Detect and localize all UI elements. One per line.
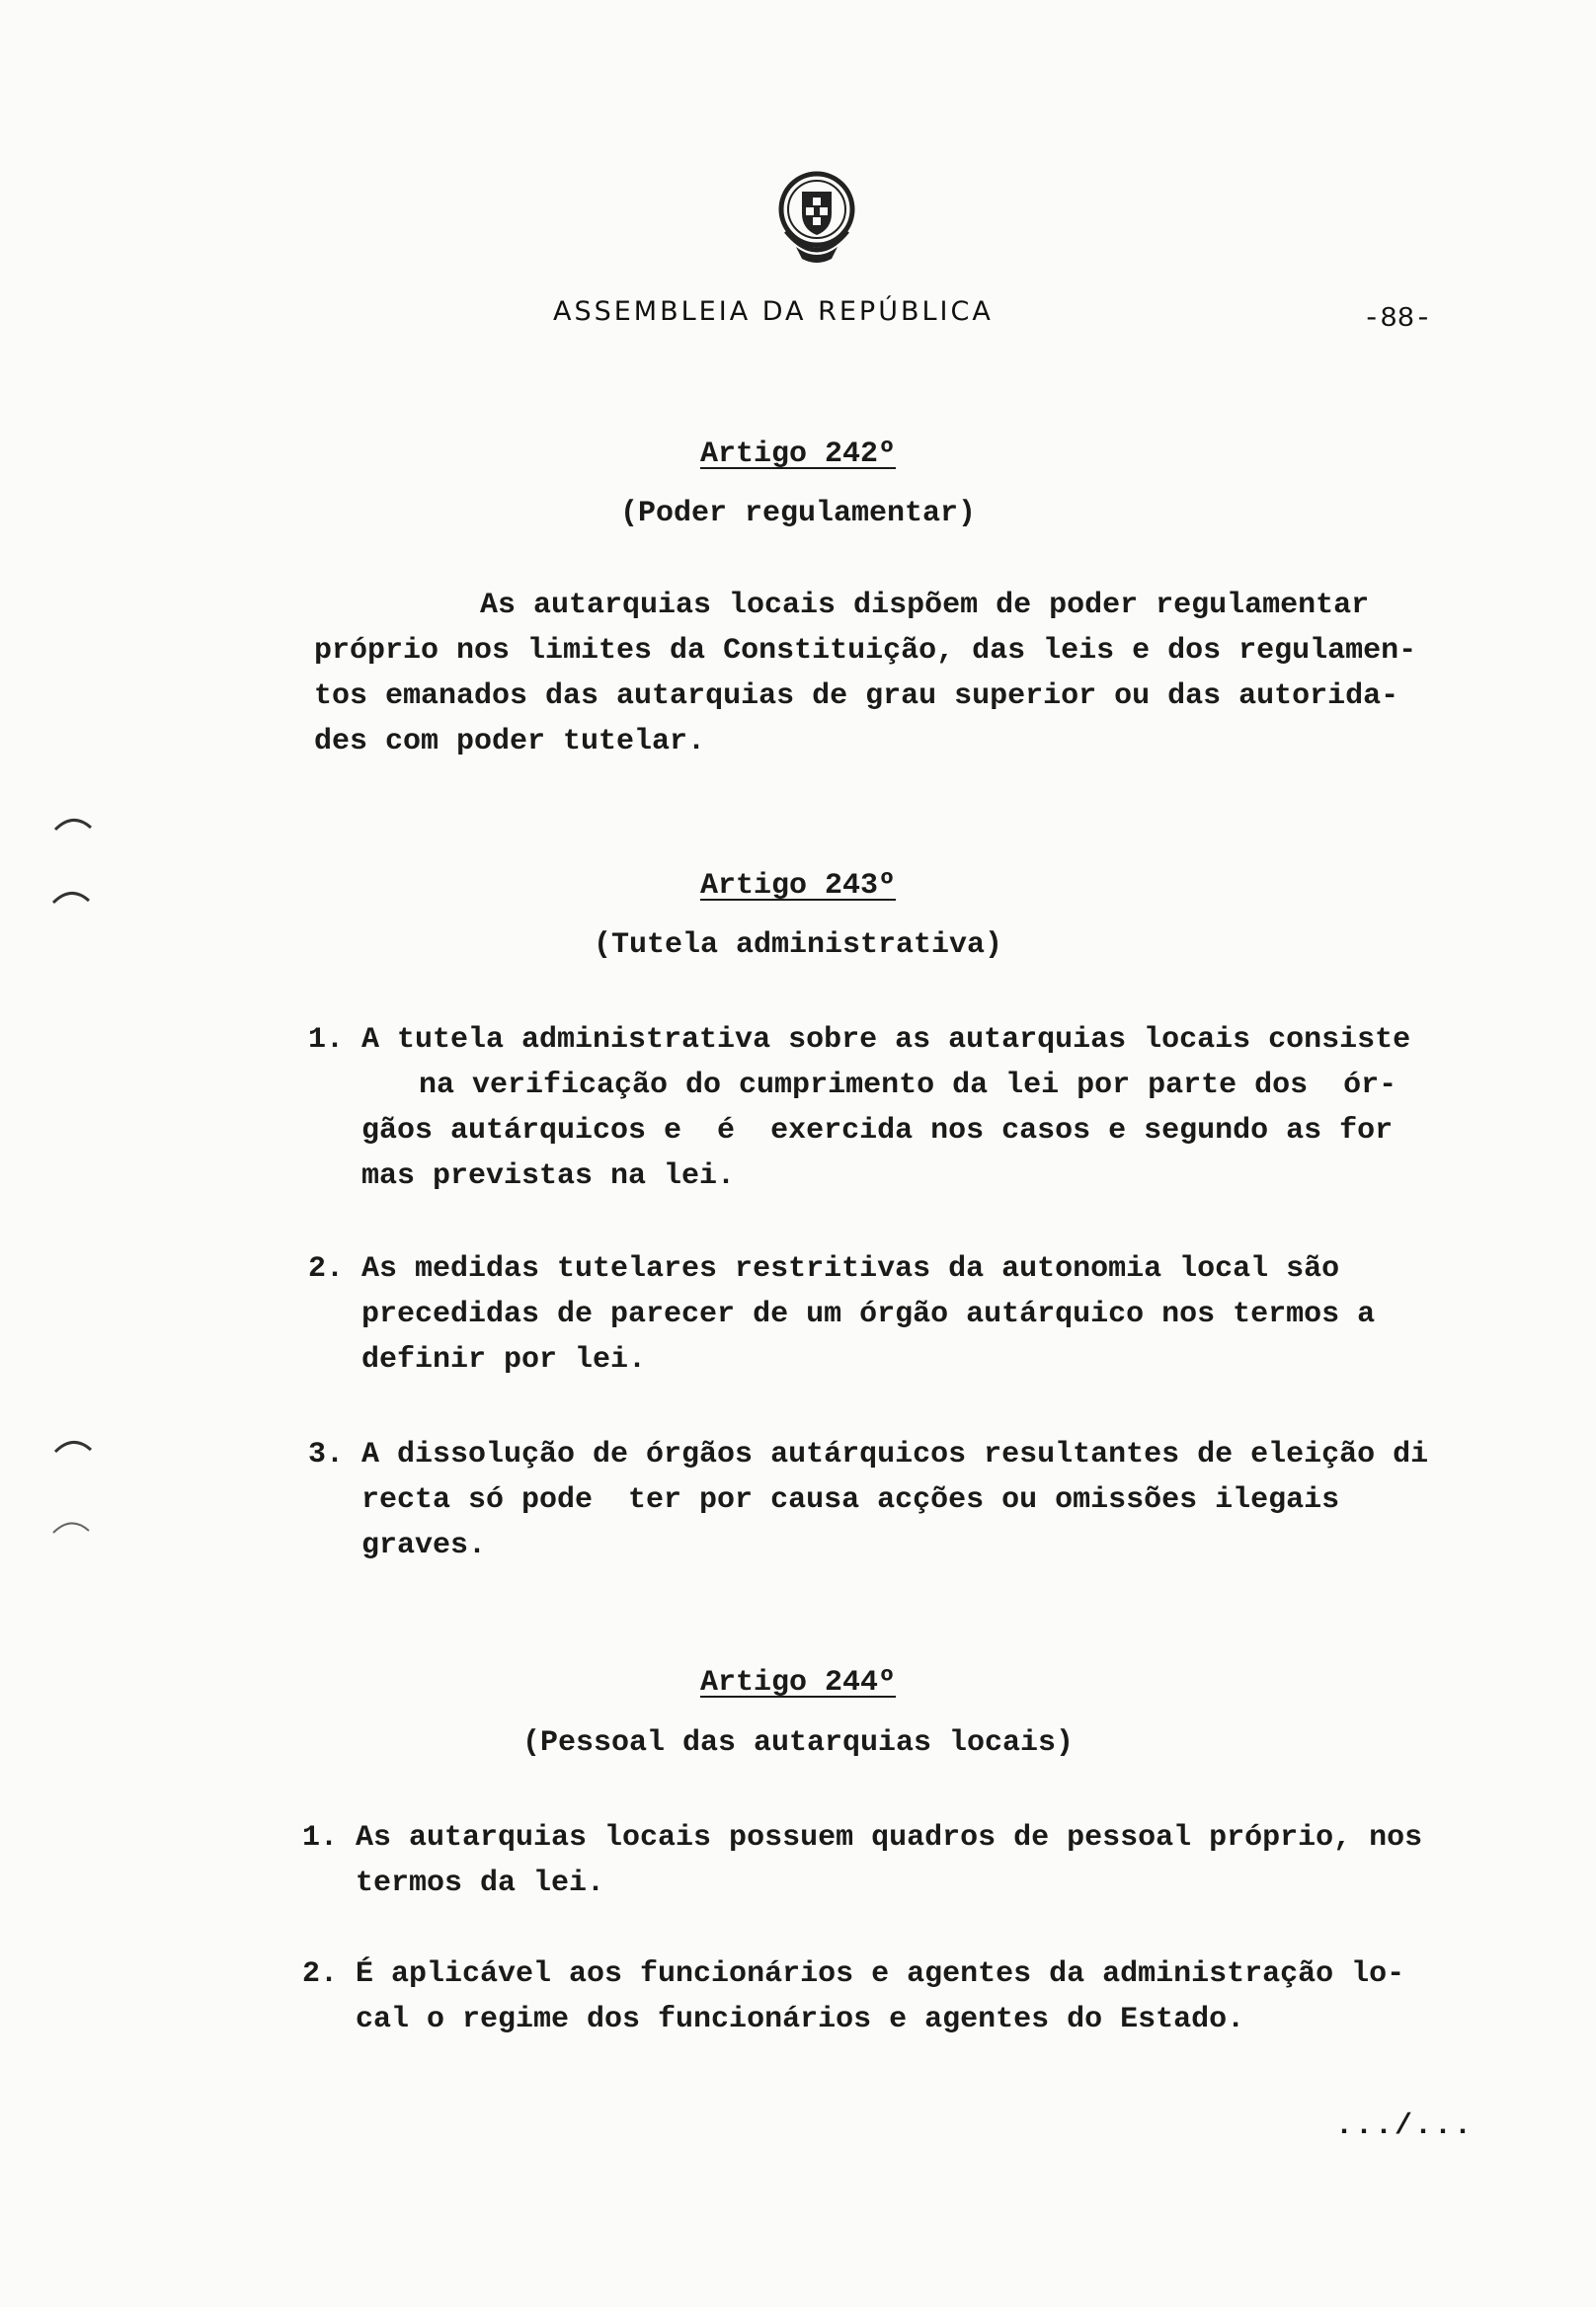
institution-title: ASSEMBLEIA DA REPÚBLICA — [553, 296, 994, 327]
article-243-heading: Artigo 243º — [699, 869, 897, 903]
portuguese-coat-of-arms-icon — [772, 170, 861, 269]
binder-mark-icon — [49, 885, 93, 907]
item-line: gãos autárquicos e é exercida nos casos e segundo as for — [361, 1114, 1394, 1148]
item-number: 3. — [308, 1438, 345, 1472]
item-line: A tutela administrativa sobre as autarquias locais consiste — [361, 1023, 1411, 1057]
article-243-subtitle: (Tutela administrativa) — [593, 928, 1003, 962]
article-242-heading: Artigo 242º — [699, 438, 897, 471]
item-line: É aplicável aos funcionários e agentes da administração lo- — [356, 1957, 1405, 1991]
item-line: mas previstas na lei. — [361, 1159, 736, 1193]
item-number: 1. — [308, 1023, 345, 1057]
item-line: recta só pode ter por causa acções ou omissões ilegais — [361, 1483, 1340, 1517]
article-242-line-3: tos emanados das autarquias de grau superior ou das autorida- — [314, 679, 1399, 713]
item-line: definir por lei. — [361, 1343, 647, 1377]
item-number: 1. — [302, 1821, 339, 1855]
item-line: graves. — [361, 1529, 487, 1562]
binder-mark-icon — [49, 1515, 93, 1537]
continuation-mark: .../... — [1335, 2109, 1475, 2143]
item-line: termos da lei. — [356, 1867, 605, 1900]
article-242-subtitle: (Poder regulamentar) — [619, 497, 977, 530]
binder-mark-icon — [51, 1434, 95, 1456]
article-244-subtitle: (Pessoal das autarquias locais) — [521, 1726, 1075, 1760]
item-line: cal o regime dos funcionários e agentes do Estado. — [356, 2003, 1245, 2036]
item-line: As medidas tutelares restritivas da autonomia local são — [361, 1252, 1340, 1286]
item-line: As autarquias locais possuem quadros de pessoal próprio, nos — [356, 1821, 1423, 1855]
article-242-line-1: As autarquias locais dispõem de poder regulamentar — [480, 589, 1370, 622]
item-line: na verificação do cumprimento da lei por parte dos ór- — [419, 1069, 1397, 1102]
article-242-line-4: des com poder tutelar. — [314, 725, 706, 758]
item-number: 2. — [302, 1957, 339, 1991]
item-line: precedidas de parecer de um órgão autárquico nos termos a — [361, 1298, 1376, 1331]
article-242-line-2: próprio nos limites da Constituição, das leis e dos regulamen- — [314, 634, 1417, 668]
page-number: -88- — [1363, 302, 1432, 335]
item-number: 2. — [308, 1252, 345, 1286]
item-line: A dissolução de órgãos autárquicos resultantes de eleição di — [361, 1438, 1429, 1472]
article-244-heading: Artigo 244º — [699, 1666, 897, 1700]
binder-mark-icon — [51, 812, 95, 834]
